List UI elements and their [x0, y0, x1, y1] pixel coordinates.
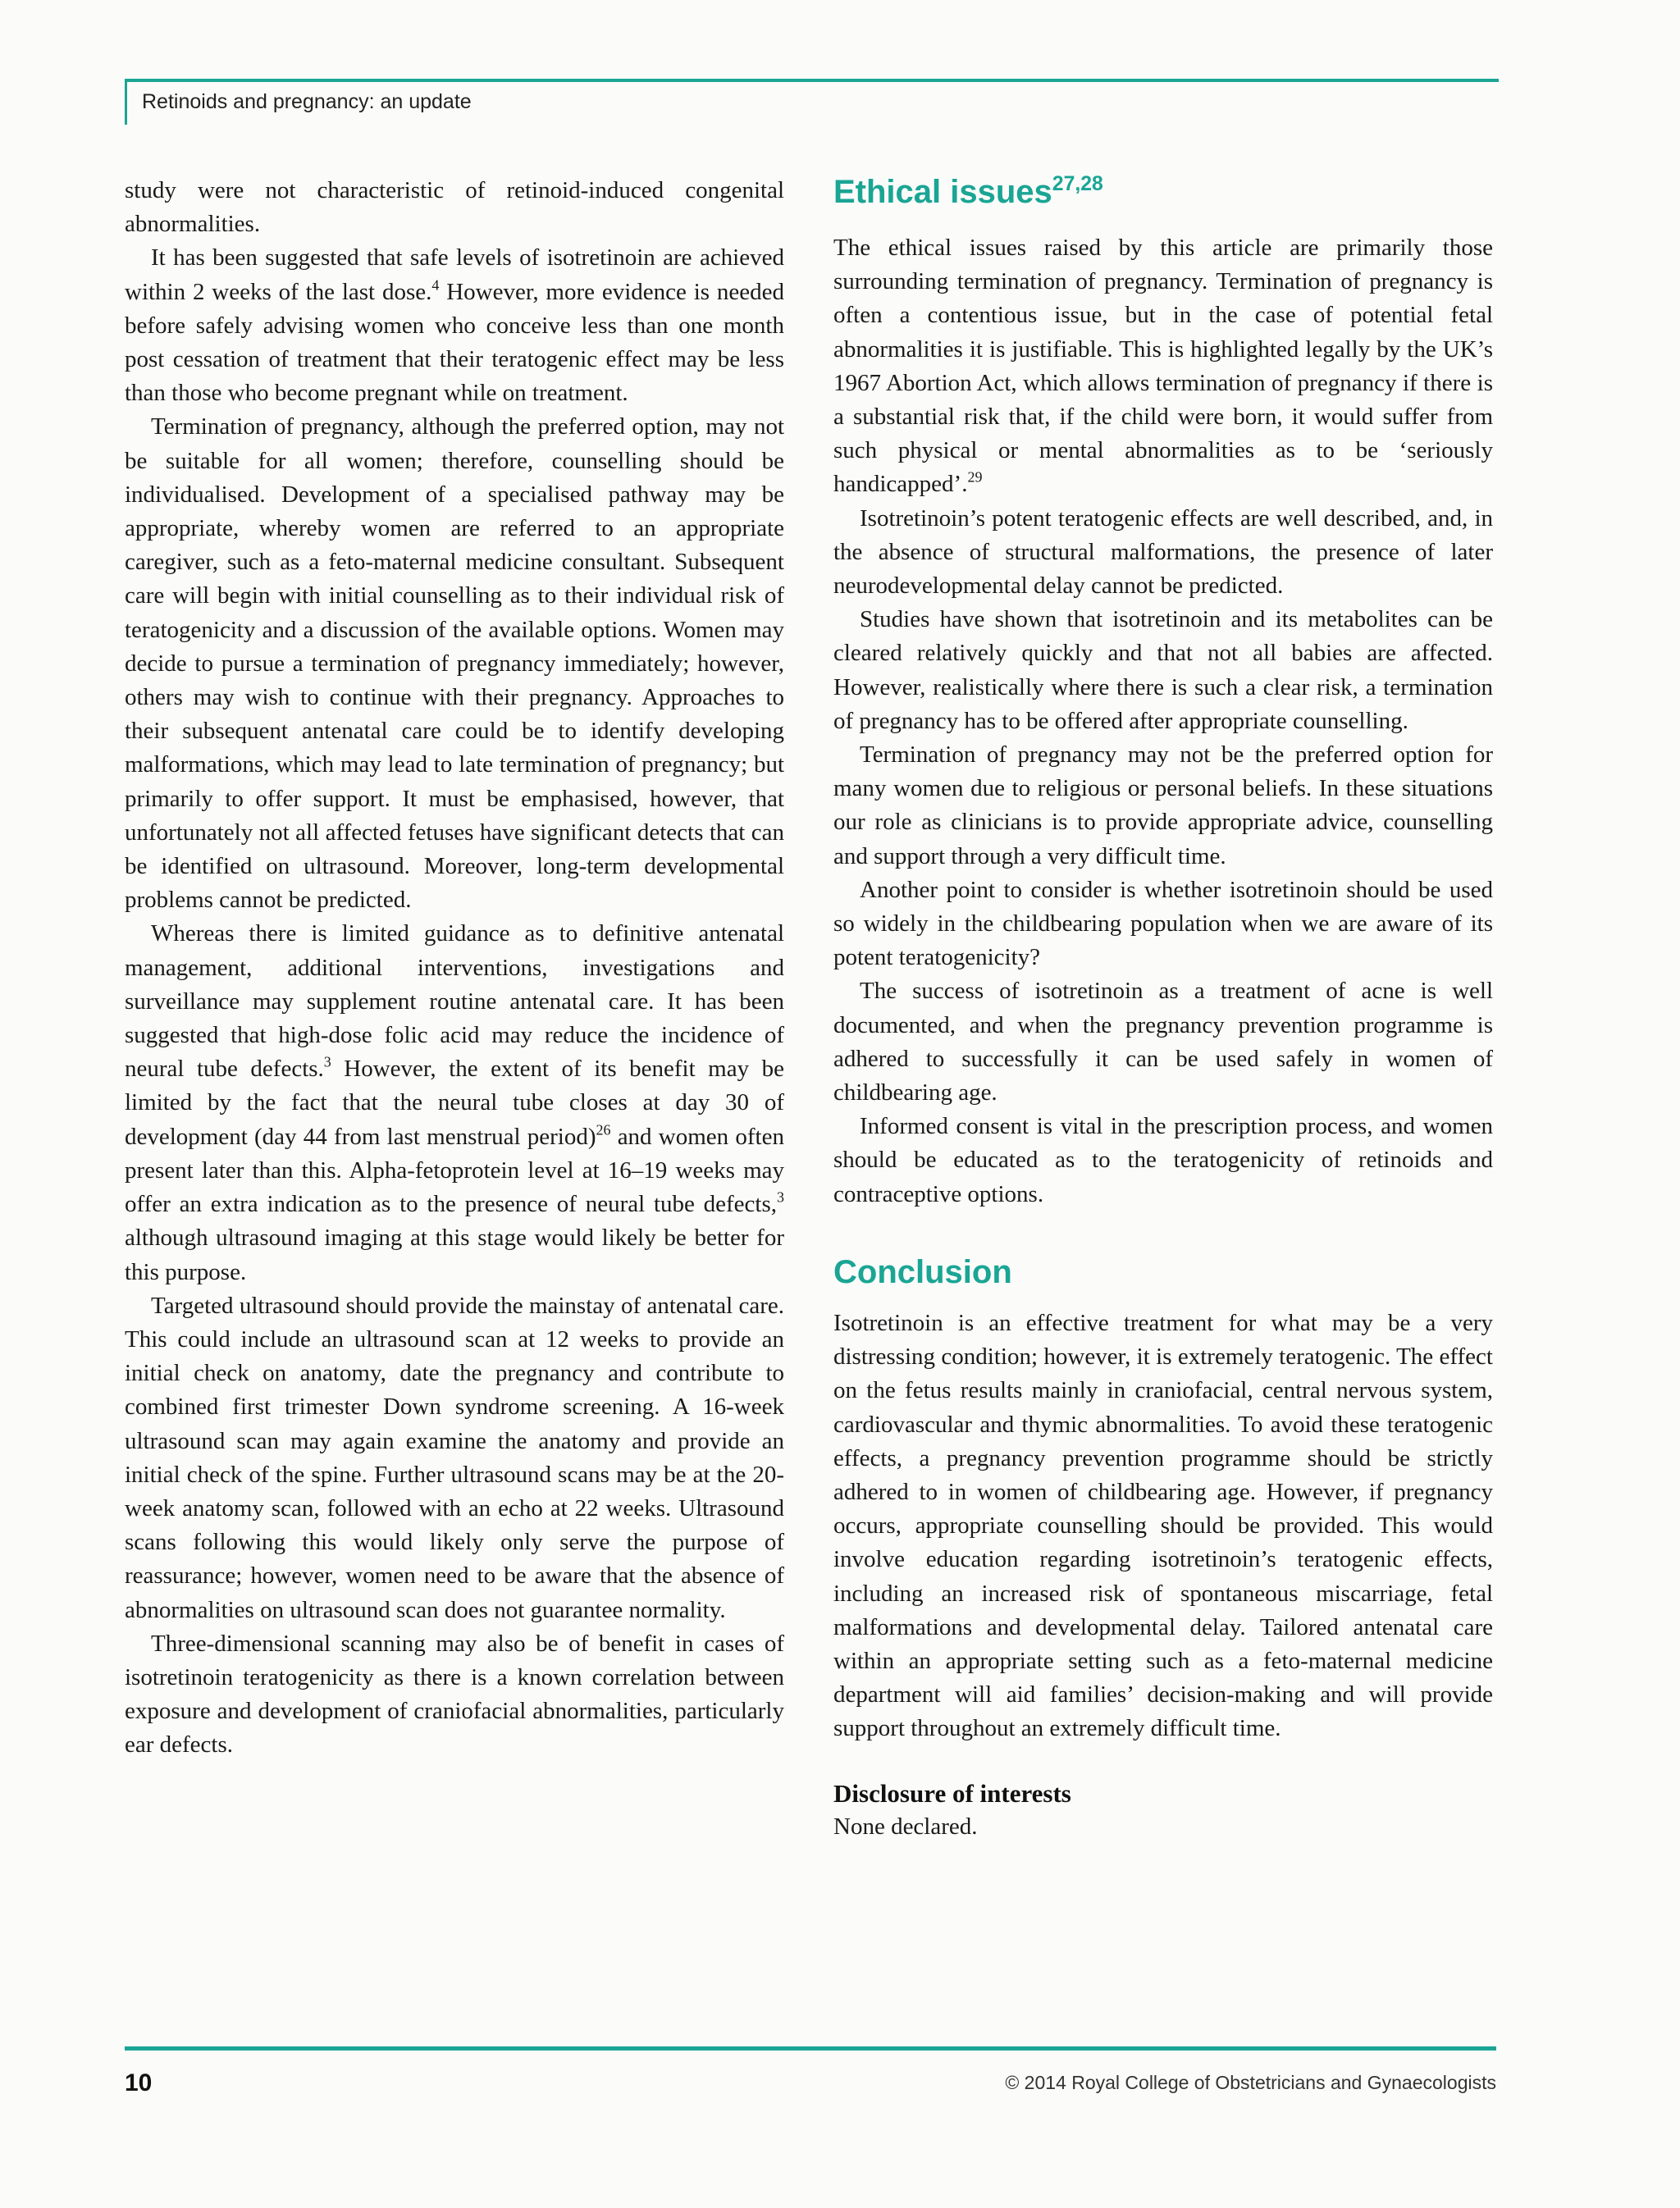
footer-divider [125, 2046, 1496, 2051]
paragraph: The success of isotretinoin as a treatment of acne is well documented, and when the pregnancy prevention programme is adhered to successfully it can be used safely in women of childbearing age. [833, 978, 1493, 1106]
paragraph: Studies have shown that isotretinoin and its metabolites can be cleared relatively quickly and that not all babies are affected. However, realistically where there is such a clear risk, a termination of pregnancy has to be offered after appropriate counselling. [833, 606, 1493, 734]
citation-ref: 3 [323, 1053, 331, 1070]
right-column [833, 174, 1493, 1844]
page-number: 10 [125, 2069, 153, 2096]
citation-ref: 3 [777, 1188, 784, 1206]
paragraph: Whereas there is limited guidance as to definitive antenatal management, additional interventions, investigations and surveillance may supplement routine antenatal care. It has been suggested that high-dose folic acid may reduce the incidence of neural tube defects.$^3$ However, the extent of its benefit may be limited by the fact that the neural tube closes at day 30 of development (day 44 from last menstrual period)$^{26}$ and women often present later than this. Alpha-fetoprotein level at 16–19 weeks may offer an extra indication as to the presence of neural tube defects,$^3$ although ultrasound imaging at this stage would likely be better for this purpose. [125, 920, 784, 1285]
disclosure-text: None declared. [833, 1813, 978, 1840]
copyright-notice: © 2014 Royal College of Obstetricians and Gynaecologists [1005, 2072, 1496, 2093]
paragraph: Isotretinoin’s potent teratogenic effects are well described, and, in the absence of structural malformations, the presence of later neurodevelopmental delay cannot be predicted. [833, 504, 1493, 600]
paragraph: It has been suggested that safe levels of isotretinoin are achieved within 2 weeks of the last dose.$^4$ However, more evidence is needed before safely advising women who conceive less than one month post cessation of treatment that their teratogenic effect may be less than those who become pregnant while on treatment. [125, 244, 784, 407]
citation-ref: 29 [967, 468, 983, 486]
paragraph: Termination of pregnancy, although the preferred option, may not be suitable for all women; therefore, counselling should be individualised. Development of a specialised pathway may be appropriate, whereby women are referred to an appropriate caregiver, such as a feto-maternal medicine consultant. Subsequent care will begin with initial counselling as to their individual risk of teratogenicity and a discussion of the available options. Women may decide to pursue a termination of pregnancy immediately; however, others may wish to continue with their pregnancy. Approaches to their subsequent antenatal care could be to identify developing malformations, which may lead to late termination of pregnancy; but primarily to offer support. It must be emphasised, however, that unfortunately not all affected fetuses have significant detects that can be identified on ultrasound. Moreover, long-term developmental problems cannot be predicted. [125, 413, 784, 914]
left-column [125, 174, 784, 1763]
paragraph: Isotretinoin is an effective treatment for what may be a very distressing condition; however, it is extremely teratogenic. The effect on the fetus results mainly in craniofacial, central nervous system, cardiovascular and thymic abnormalities. To avoid these teratogenic effects, a pregnancy prevention programme should be strictly adhered to in women of childbearing age. However, if pregnancy occurs, appropriate counselling should be provided. This would involve education regarding isotretinoin’s teratogenic effects, including an increased risk of spontaneous miscarriage, fetal malformations and developmental delay. Tailored antenatal care within an appropriate setting such as a feto-maternal medicine department will aid families’ decision-making and will provide support throughout an extremely difficult time. [833, 1309, 1493, 1742]
citation-ref: 27,28 [1052, 173, 1103, 196]
section-heading-conclusion: Conclusion [833, 1253, 1012, 1290]
running-header [125, 79, 1499, 125]
paragraph: Termination of pregnancy may not be the preferred option for many women due to religious or personal beliefs. In these situations our role as clinicians is to provide appropriate advice, counselling and support through a very difficult time. [833, 741, 1493, 869]
paragraph: Another point to consider is whether isotretinoin should be used so widely in the childbearing population when we are aware of its potent teratogenicity? [833, 876, 1493, 971]
paragraph: Three-dimensional scanning may also be of benefit in cases of isotretinoin teratogenicity as there is a known correlation between exposure and development of craniofacial abnormalities, particularly ear defects. [125, 1630, 784, 1759]
disclosure-heading: Disclosure of interests [833, 1778, 1071, 1808]
paragraph: The ethical issues raised by this article are primarily those surrounding termination of pregnancy. Termination of pregnancy is often a contentious issue, but in the case of potential fetal abnormalities it is justifiable. This is highlighted legally by the UK’s 1967 Abortion Act, which allows termination of pregnancy if there is a substantial risk that, if the child were born, it would suffer from such physical or mental abnormalities as to be ‘seriously handicapped’.$^{29}$ [833, 235, 1493, 498]
citation-ref: 26 [596, 1121, 611, 1138]
running-header-title: Retinoids and pregnancy: an update [142, 90, 472, 113]
citation-ref: 4 [431, 276, 440, 293]
paragraph: study were not characteristic of retinoid-induced congenital abnormalities. [125, 177, 784, 238]
paragraph: Informed consent is vital in the prescription process, and women should be educated as to the teratogenicity of retinoids and contraceptive options. [833, 1113, 1493, 1207]
section-heading-ethical-issues: Ethical issues$^{27,28}$ [833, 173, 1103, 210]
paragraph: Targeted ultrasound should provide the mainstay of antenatal care. This could include an ultrasound scan at 12 weeks to provide an initial check on anatomy, date the pregnancy and contribute to combined first trimester Down syndrome screening. A 16-week ultrasound scan may again examine the anatomy and provide an initial check of the spine. Further ultrasound scans may be at the 20-week anatomy scan, followed with an echo at 22 weeks. Ultrasound scans following this would likely only serve the purpose of reassurance; however, women need to be aware that the absence of abnormalities on ultrasound scan does not guarantee normality. [125, 1292, 784, 1623]
